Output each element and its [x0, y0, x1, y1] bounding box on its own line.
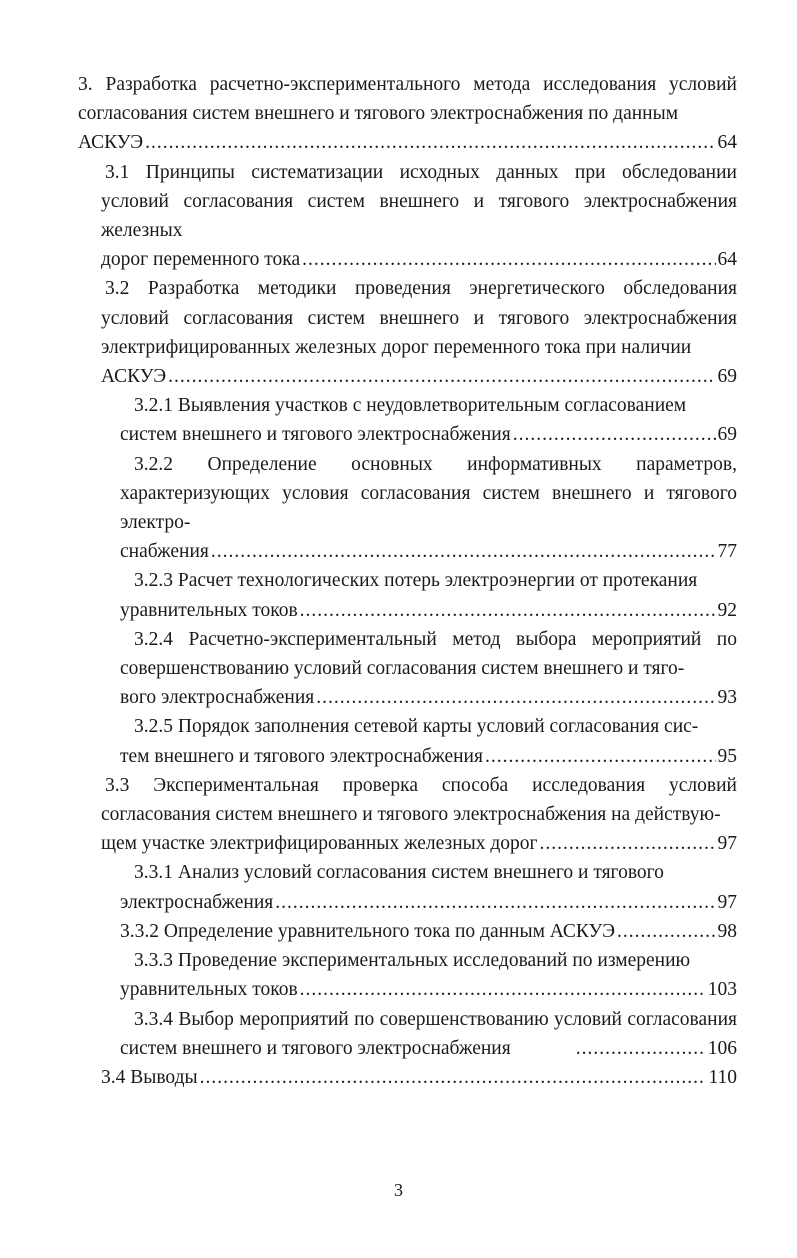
toc-page-number: 103 — [707, 979, 737, 1001]
dot-leader — [168, 362, 715, 391]
dot-leader — [145, 128, 715, 157]
toc-entry-text: 3.2.5 Порядок заполнения сетевой карты условий согласования сис- — [134, 716, 699, 738]
table-of-contents — [0, 70, 797, 1092]
toc-entry-text: 3. Разработка расчетно-экспериментального метода исследования условий согласования систем внешнего и тягового электроснабжения по данным — [78, 74, 737, 125]
toc-entry-3-3-1 — [120, 858, 737, 916]
dot-leader — [576, 1034, 706, 1063]
toc-page-number: 77 — [717, 541, 737, 563]
dot-leader — [485, 742, 716, 771]
toc-entry-text-end: 3.4 Выводы — [101, 1066, 198, 1088]
toc-entry-3-2-4 — [120, 625, 737, 713]
toc-entry-3-4 — [101, 1063, 737, 1092]
toc-page-number: 95 — [717, 745, 737, 767]
toc-entry-text-end: 3.3.2 Определение уравнительного тока по данным АСКУЭ — [120, 920, 615, 942]
toc-page-number: 110 — [708, 1066, 737, 1088]
toc-page-number: 106 — [707, 1037, 737, 1059]
toc-page-number: 64 — [717, 132, 737, 154]
toc-entry-text-end: щем участке электрифицированных железных дорог — [101, 833, 538, 855]
toc-entry-text: 3.2.3 Расчет технологических потерь электроэнергии от протекания — [134, 570, 698, 592]
toc-entry-text-end: дорог переменного тока — [101, 249, 301, 271]
toc-page-number: 69 — [717, 366, 737, 388]
dot-leader — [275, 888, 715, 917]
toc-entry-text-end: электроснабжения — [120, 891, 274, 913]
toc-entry-text-end: систем внешнего и тягового электроснабжения — [120, 424, 511, 446]
toc-entry-text-end: уравнительных токов — [120, 599, 298, 621]
toc-page-number: 97 — [717, 833, 737, 855]
toc-entry-text: 3.3 Экспериментальная проверка способа исследования условий согласования систем внешнего и тягового электроснабжения на действую- — [101, 774, 737, 826]
toc-page-number: 93 — [717, 687, 737, 709]
toc-entry-text-end: тем внешнего и тягового электроснабжения — [120, 745, 483, 767]
dot-leader — [316, 683, 715, 712]
toc-page-number: 92 — [717, 599, 737, 621]
toc-entry-3-3-4 — [120, 1005, 737, 1063]
toc-page-number: 64 — [717, 249, 737, 271]
toc-entry-3-2-3 — [120, 566, 737, 624]
toc-entry-text: 3.2.2 Определение основных информативных параметров, характеризующих условия согласования систем внешнего и тягового электро- — [120, 453, 737, 534]
toc-entry-text-end: уравнительных токов — [120, 979, 298, 1001]
toc-entry-text: 3.2.4 Расчетно-экспериментальный метод выбора мероприятий по совершенствованию условий согласования систем внешнего и тяго- — [120, 628, 737, 680]
toc-entry-text: 3.3.1 Анализ условий согласования систем внешнего и тягового — [134, 862, 664, 884]
toc-entry-text: 3.3.4 Выбор мероприятий по совершенствованию условий согласования систем внешнего и тягового электроснабжения — [120, 1008, 737, 1059]
toc-page-number: 69 — [717, 424, 737, 446]
toc-entry-3-2-5 — [120, 712, 737, 770]
toc-entry-3-2 — [101, 274, 737, 391]
toc-entry-text: 3.1 Принципы систематизации исходных данных при обследовании условий согласования систем внешнего и тягового электроснабжения железных — [101, 161, 737, 242]
toc-entry-text-end: АСКУЭ — [101, 366, 167, 388]
dot-leader — [540, 829, 716, 858]
toc-entry-text: 3.3.3 Проведение экспериментальных исследований по измерению — [134, 950, 691, 972]
toc-entry-text-end: снабжения — [120, 541, 209, 563]
dot-leader — [300, 596, 716, 625]
toc-entry-text-end: вого электроснабжения — [120, 687, 315, 709]
toc-entry-text-end: АСКУЭ — [78, 132, 144, 154]
dot-leader — [617, 917, 716, 946]
toc-entry-text: 3.2.1 Выявления участков с неудовлетворительным согласованием — [134, 395, 687, 417]
toc-entry-3-2-1 — [120, 391, 737, 449]
toc-entry-3-3-2 — [120, 917, 737, 946]
dot-leader — [513, 420, 716, 449]
toc-page-number: 97 — [717, 891, 737, 913]
toc-entry-3-3-3 — [120, 946, 737, 1004]
toc-entry-3-2-2 — [120, 450, 737, 567]
toc-page-number: 98 — [717, 920, 737, 942]
page-number: 3 — [394, 1180, 403, 1200]
toc-entry-3-3 — [101, 771, 737, 859]
toc-entry-3 — [78, 70, 737, 158]
dot-leader — [211, 537, 716, 566]
toc-entry-3-1 — [101, 158, 737, 275]
toc-entry-text: 3.2 Разработка методики проведения энергетического обследования условий согласования систем внешнего и тягового электроснабжения электрифицированных железных дорог переменного тока при наличии — [101, 278, 737, 358]
dot-leader — [300, 975, 706, 1004]
dot-leader — [302, 245, 715, 274]
dot-leader — [200, 1063, 707, 1092]
